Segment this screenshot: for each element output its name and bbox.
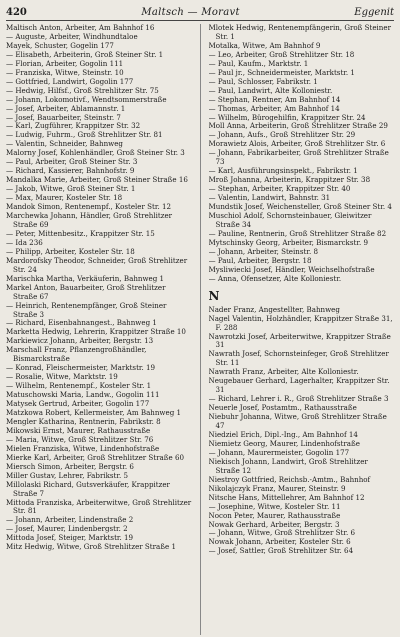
directory-entry: Mittoda Franziska, Arbeiterwitwe, Groß Strehlitzer Str. 81 xyxy=(6,497,192,516)
directory-entry: Nawrath Franz, Arbeiter, Alte Kolloniestr. xyxy=(208,367,359,377)
directory-entry: Mandok Simon, Rentenempf., Kosteler Str. 12 xyxy=(6,202,171,212)
directory-entry: — Leo, Arbeiter, Groß Strehlitzer Str. 18 xyxy=(208,49,355,59)
directory-entry: Nikolajczyk Franz, Maurer, Steinstr. 9 xyxy=(208,483,346,493)
directory-entry: Mikowski Ernst, Maurer, Rathausstraße xyxy=(6,425,151,435)
directory-entry: Niedziel Erich, Dipl.-Ing., Am Bahnhof 14 xyxy=(208,429,358,439)
directory-entry: — Philipp, Arbeiter, Kosteler Str. 18 xyxy=(6,246,135,256)
directory-entry: Nocon Peter, Maurer, Rathausstraße xyxy=(208,510,341,520)
directory-entry: Niemietz Georg, Maurer, Lindenhofstraße xyxy=(208,438,360,448)
directory-entry: Mlotek Hedwig, Rentenempfängerin, Groß Steiner Str. 1 xyxy=(208,24,391,41)
directory-entry: Nawrath Josef, Schornsteinfeger, Groß Strehlitzer Str. 11 xyxy=(208,349,389,368)
directory-entry: — Karl, Zugführer, Krappitzer Str. 32 xyxy=(6,121,141,131)
column-divider xyxy=(200,24,201,635)
directory-entry: Morawietz Alois, Arbeiter, Groß Strehlitzer Str. 6 xyxy=(208,139,386,149)
directory-entry: — Karl, Ausführungsinspekt., Fabrikstr. 1 xyxy=(208,166,358,176)
page-header xyxy=(6,4,394,21)
directory-entry: — Paul, Arbeiter, Bergstr. 18 xyxy=(208,255,312,265)
directory-entry: — Johann, Lokomotivf., Wendtsommerstraße xyxy=(6,94,167,104)
directory-entry: Nawrotzki Josef, Arbeiterwitwe, Krappitzer Straße 31 xyxy=(208,331,391,350)
section-name: Eggenit xyxy=(354,6,394,18)
directory-entry: — Johann, Witwe, Groß Strehlitzer Str. 6 xyxy=(208,528,355,538)
directory-entry: Nowak Gerhard, Arbeiter, Bergstr. 3 xyxy=(208,519,340,529)
directory-entry: Mayek, Schuster, Gogelin 177 xyxy=(6,40,114,50)
directory-entry: — Franziska, Witwe, Steinstr. 10 xyxy=(6,67,124,77)
directory-entry: Nitsche Hans, Mittellehrer, Am Bahnhof 12 xyxy=(208,492,365,502)
directory-entry: Nader Franz, Angestellter, Bahnweg xyxy=(208,304,340,314)
directory-entry: — Johann, Fabrikarbeiter, Groß Strehlitzer Straße 73 xyxy=(208,148,389,167)
directory-entry: — Johann, Aufs., Groß Strehlitzer Str. 29 xyxy=(208,130,356,140)
directory-entry: — Hedwig, Hilfsf., Groß Strehlitzer Str. 75 xyxy=(6,85,159,95)
directory-entry: — Paul, Kaufm., Marktstr. 1 xyxy=(208,58,309,68)
directory-entry: — Rosalie, Witwe, Marktstr. 19 xyxy=(6,372,118,382)
directory-entry: — Stephan, Arbeiter, Krappitzer Str. 40 xyxy=(208,184,351,194)
page-number: 420 xyxy=(6,6,27,18)
directory-entry: — Heinrich, Rentenempfänger, Groß Steiner Straße 3 xyxy=(6,300,167,319)
directory-entry: Marschall Franz, Pflanzengroßhändler, Bismarckstraße xyxy=(6,345,147,364)
directory-entry: Neugebauer Gerhard, Lagerhalter, Krappitzer Str. 31 xyxy=(208,376,390,395)
directory-entry: — Johann, Maurermeister, Gogolin 177 xyxy=(208,447,350,457)
directory-entry: Miller Gustav, Lehrer, Fabrikstr. 5 xyxy=(6,470,129,480)
directory-entry: — Johann, Arbeiter, Lindenstraße 2 xyxy=(6,515,134,525)
directory-entry: Marketta Hedwig, Lehrerin, Krappitzer Straße 10 xyxy=(6,327,186,337)
directory-entry: Maltisch Anton, Arbeiter, Am Bahnhof 16 xyxy=(6,24,155,32)
directory-entry: — Jakob, Witwe, Groß Steiner Str. 1 xyxy=(6,184,136,194)
directory-entry: Mroß Johanna, Arbeiterin, Krappitzer Str. 38 xyxy=(208,175,371,185)
directory-entry: — Ida 236 xyxy=(6,237,43,247)
directory-entry: — Elisabeth, Arbeiterin, Groß Steiner Str. 1 xyxy=(6,49,164,59)
directory-entry: — Richard, Eisenbahnangest., Bahnweg 1 xyxy=(6,318,157,328)
directory-entry: — Richard, Kassierer, Bahnhofstr. 9 xyxy=(6,166,135,176)
directory-entry: Matzkowa Robert, Kellermeister, Am Bahnweg 1 xyxy=(6,407,182,417)
directory-entry: Mytschinsky Georg, Arbeiter, Bismarckstr. 9 xyxy=(208,237,368,247)
directory-entry: Niebuhr Johanna, Witwe, Groß Strehlitzer Straße 47 xyxy=(208,412,387,431)
directory-entry: Markel Anton, Bauarbeiter, Groß Strehlitzer Straße 67 xyxy=(6,282,166,301)
directory-entry: Mittoda Josef, Steiger, Marktstr. 19 xyxy=(6,533,134,543)
directory-entry: — Paul jr., Schneidermeister, Marktstr. 1 xyxy=(208,67,355,77)
directory-entry: — Josef, Sattler, Groß Strehlitzer Str. 64 xyxy=(208,546,354,556)
directory-entry: — Stephan, Rentner, Am Bahnhof 14 xyxy=(208,94,341,104)
directory-entry: Malorny Josef, Kohlenhändler, Groß Steiner Str. 3 xyxy=(6,148,185,158)
directory-entry: — Johann, Arbeiter, Steinstr. 8 xyxy=(208,246,318,256)
directory-entry: Neuerle Josef, Postamtm., Rathausstraße xyxy=(208,403,357,413)
directory-entry: — Valentin, Schneider, Bahnweg xyxy=(6,139,123,149)
directory-entry: Millolaski Richard, Gutsverkäufer, Krappitzer Straße 7 xyxy=(6,479,170,498)
directory-entry: Mielen Franziska, Witwe, Lindenhofstraße xyxy=(6,443,160,453)
directory-entry: Miersch Simon, Arbeiter, Bergstr. 6 xyxy=(6,461,134,471)
directory-entry: Mardorofsky Theodor, Schneider, Groß Strehlitzer Str. 24 xyxy=(6,255,188,274)
directory-entry: — Thomas, Arbeiter, Am Bahnhof 14 xyxy=(208,103,340,113)
directory-entry: Mandalka Marie, Arbeiter, Groß Steiner Straße 16 xyxy=(6,175,188,185)
directory-entry: Niestroy Gottfried, Reichsb.-Amtm., Bahnhof xyxy=(208,474,371,484)
directory-entry: — Valentin, Landwirt, Bahnstr. 31 xyxy=(208,193,331,203)
right-column-m-entries xyxy=(209,24,395,284)
directory-entry: Mengler Katharina, Rentnerin, Fabrikstr. 8 xyxy=(6,416,161,426)
directory-entry: — Pauline, Rentnerin, Groß Strehlitzer Straße 82 xyxy=(208,228,387,238)
directory-entry: Marischka Martha, Verkäuferin, Bahnweg 1 xyxy=(6,273,165,283)
directory-entry: Niekisch Johann, Landwirt, Groß Strehlitzer Straße 12 xyxy=(208,456,368,475)
section-letter: N xyxy=(208,288,220,303)
directory-entry: Motalka, Witwe, Am Bahnhof 9 xyxy=(208,40,321,50)
directory-entry: — Florian, Arbeiter, Gogolin 111 xyxy=(6,58,124,68)
directory-entry: — Josef, Arbeiter, Ablamannstr. 1 xyxy=(6,103,126,113)
directory-entry: Matuschowski Maria, Landw., Gogolin 111 xyxy=(6,390,160,400)
right-column xyxy=(209,24,395,635)
directory-entry: — Ludwig, Fuhrm., Groß Strehlitzer Str. 81 xyxy=(6,130,163,140)
directory-entry: Nagel Valentin, Holzhändler, Krappitzer Straße 31, F. 288 xyxy=(208,313,393,332)
directory-entry: — Peter, Mittenbesitz., Krappitzer Str. 15 xyxy=(6,228,155,238)
directory-entry: Muschiol Adolf, Schornsteinbauer, Gleiwitzer Straße 34 xyxy=(208,211,372,229)
directory-entry: — Josef, Maurer, Lindenbergstr. 2 xyxy=(6,524,128,534)
directory-entry: — Maria, Witwe, Groß Strehlitzer Str. 76 xyxy=(6,434,154,444)
directory-entry: Mitz Hedwig, Witwe, Groß Strehlitzer Straße 1 xyxy=(6,542,176,552)
directory-entry: Mierke Karl, Arbeiter, Groß Strehlitzer Straße 60 xyxy=(6,452,184,462)
directory-entry: — Paul, Arbeiter, Groß Steiner Str. 3 xyxy=(6,157,138,167)
directory-entry: Mysliwiecki Josef, Händler, Weichselhofstraße xyxy=(208,264,375,274)
directory-entry: Mundstik Josef, Weichensteller, Groß Steiner Str. 4 xyxy=(208,202,392,212)
directory-entry: — Paul, Landwirt, Alte Kolloniestr. xyxy=(208,85,333,95)
right-column-n-entries xyxy=(209,306,395,557)
directory-entry: — Josef, Bauarbeiter, Steinstr. 7 xyxy=(6,112,121,122)
running-title: Maltsch — Moravt xyxy=(141,6,240,18)
directory-entry: — Auguste, Arbeiter, Windhundtaloe xyxy=(6,31,138,41)
directory-entry: — Gottfried, Landwirt, Gogolin 177 xyxy=(6,76,134,86)
directory-entry: — Wilhelm, Bürogehilfin, Krappitzer Str. 24 xyxy=(208,112,366,122)
directory-columns xyxy=(6,24,394,635)
directory-entry: — Wilhelm, Rentenempf., Kosteler Str. 1 xyxy=(6,381,152,391)
directory-entry: — Konrad, Fleischermeister, Marktstr. 19 xyxy=(6,363,156,373)
directory-entry: Matysek Gertrud, Arbeiter, Gogolin 177 xyxy=(6,399,150,409)
directory-entry: — Richard, Lehrer i. R., Groß Strehlitzer Straße 3 xyxy=(208,394,389,404)
directory-entry: Marchewka Johann, Händler, Groß Strehlitzer Straße 69 xyxy=(6,211,173,229)
directory-entry: Nowak Johann, Arbeiter, Kosteler Str. 6 xyxy=(208,537,351,547)
directory-entry: Moll Anna, Arbeiterin, Groß Strehlitzer Straße 29 xyxy=(208,121,388,131)
directory-entry: — Josephine, Witwe, Kosteler Str. 11 xyxy=(208,501,341,511)
directory-entry: — Anna, Ofensetzer, Alte Kolloniestr. xyxy=(208,273,342,283)
directory-entry: Markiewicz Johann, Arbeiter, Bergstr. 13 xyxy=(6,336,154,346)
directory-entry: — Paul, Schlosser, Fabrikstr. 1 xyxy=(208,76,318,86)
left-column xyxy=(6,24,192,635)
directory-entry: — Max, Maurer, Kosteler Str. 18 xyxy=(6,193,123,203)
